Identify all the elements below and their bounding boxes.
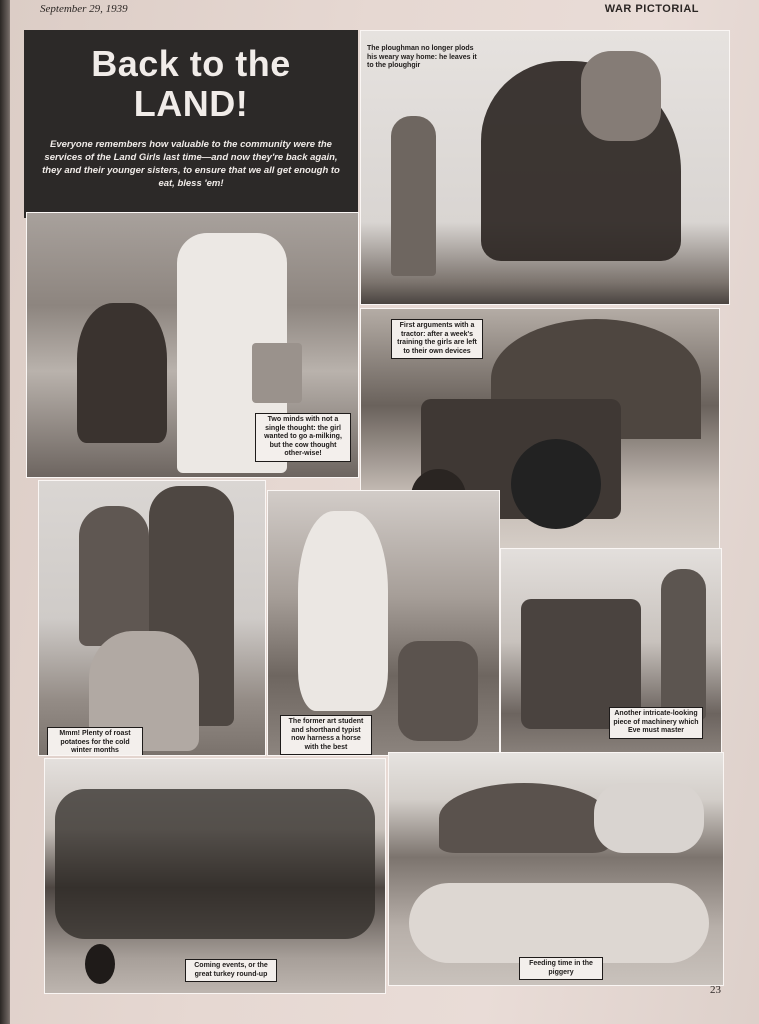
- feature-title: [24, 44, 358, 124]
- feature-title-line1: Back to the: [91, 43, 291, 84]
- photo-turkey-roundup: [44, 758, 386, 994]
- magazine-title: WAR PICTORIAL: [604, 3, 699, 15]
- photo-girl-and-cow: [26, 212, 359, 478]
- hay-cart: [439, 783, 609, 853]
- white-horse-cart: [594, 783, 704, 853]
- photo-piggery: [388, 752, 724, 986]
- caption-cow: Two minds with not a single thought: the girl wanted to go a-milking, but the cow thought other-wise!: [255, 413, 351, 462]
- girl-kneeling: [398, 641, 478, 741]
- feature-title-line2: LAND!: [133, 83, 249, 124]
- photo-harness-horse: [267, 490, 500, 756]
- issue-date: September 29, 1939: [40, 3, 128, 15]
- cow-silhouette: [77, 303, 167, 443]
- pigs-feeding: [409, 883, 709, 963]
- girl-figure-left: [79, 506, 149, 646]
- riders-figure: [581, 51, 661, 141]
- turkey-foreground: [85, 944, 115, 984]
- magazine-page: [10, 0, 759, 1024]
- caption-potatoes: Mmm! Plenty of roast potatoes for the cold winter months: [47, 727, 143, 756]
- caption-ploughman: The ploughman no longer plods his weary way home: he leaves it to the ploughgir: [367, 45, 477, 69]
- caption-tractor: First arguments with a tractor: after a week's training the girls are left to their own devices: [391, 319, 483, 359]
- caption-turkey: Coming events, or the great turkey round-up: [185, 959, 277, 982]
- tractor-wheel: [511, 439, 601, 529]
- photo-machinery: [500, 548, 722, 756]
- photo-potatoes: [38, 480, 266, 756]
- girl-figure: [391, 116, 436, 276]
- feature-title-box: [24, 30, 358, 218]
- feature-intro: Everyone remembers how valuable to the community were the services of the Land Girls last time—and now they're back again, they and their younger sisters, to ensure that we all get enough to eat, bless 'em!: [42, 139, 340, 189]
- page-number: 23: [710, 984, 721, 996]
- milk-pail: [252, 343, 302, 403]
- white-horse: [298, 511, 388, 711]
- caption-machinery: Another intricate-looking piece of machinery which Eve must master: [609, 707, 703, 739]
- girls-with-turkeys: [55, 789, 375, 939]
- photo-ploughgirls-horses: [360, 30, 730, 305]
- man-standing: [661, 569, 706, 719]
- caption-horse: The former art student and shorthand typist now harness a horse with the best: [280, 715, 372, 755]
- caption-piggery: Feeding time in the piggery: [519, 957, 603, 980]
